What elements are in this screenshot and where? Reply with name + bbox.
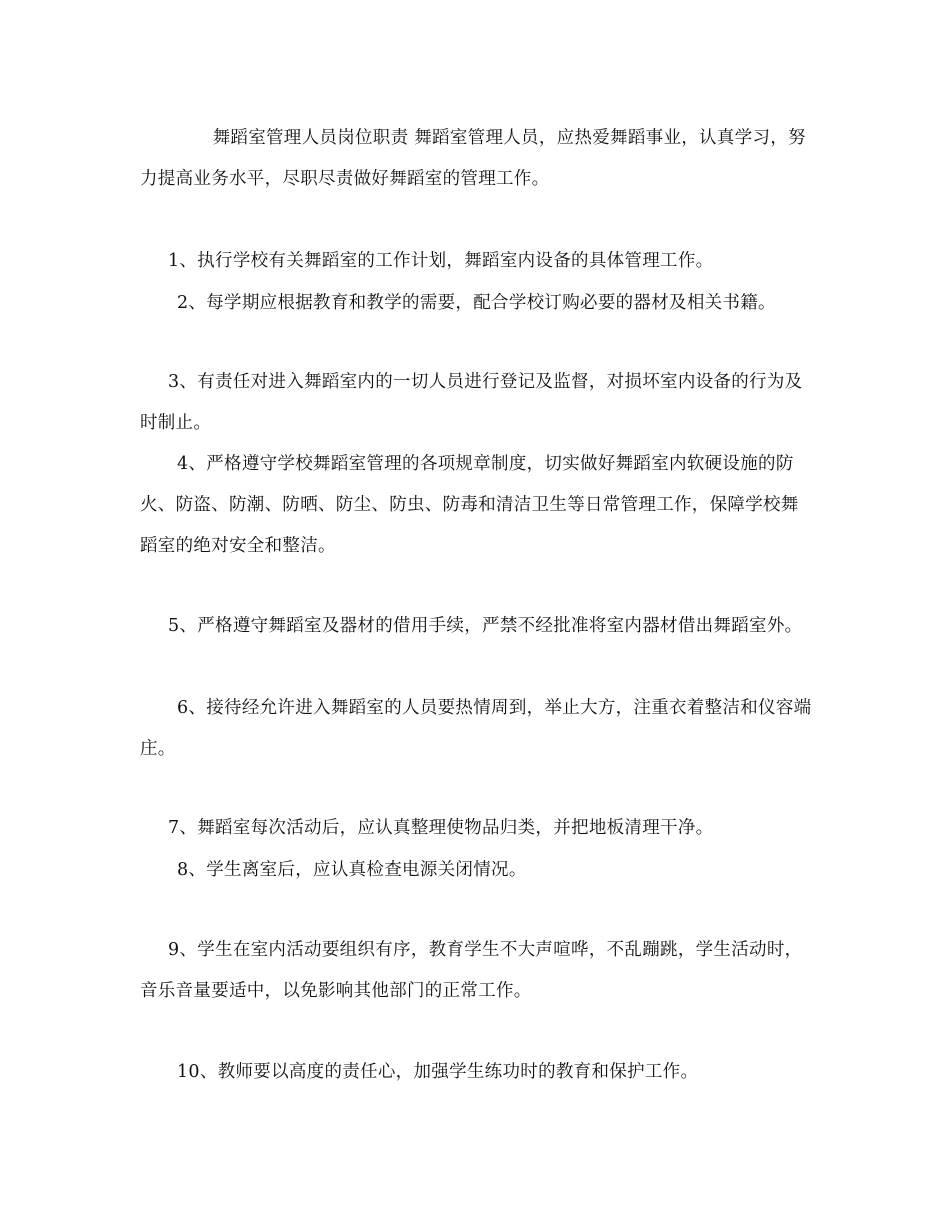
list-item-6: 6、接待经允许进入舞蹈室的人员要热情周到，举止大方，注重衣着整洁和仪容端庄。 — [140, 698, 812, 759]
list-item-2: 2、每学期应根据教育和教学的需要，配合学校订购必要的器材及相关书籍。 — [177, 293, 776, 313]
list-item-7: 7、舞蹈室每次活动后，应认真整理使物品归类，并把地板清理干净。 — [168, 818, 714, 838]
list-item-5: 5、严格遵守舞蹈室及器材的借用手续，严禁不经批准将室内器材借出舞蹈室外。 — [168, 616, 803, 636]
list-item-3: 3、有责任对进入舞蹈室内的一切人员进行登记及监督，对损坏室内设备的行为及时制止。 — [140, 372, 803, 433]
list-item-9: 9、学生在室内活动要组织有序，教育学生不大声喧哗，不乱蹦跳，学生活动时，音乐音量要适中，以免影响其他部门的正常工作。 — [140, 940, 803, 1001]
list-item-10: 10、教师要以高度的责任心，加强学生练功时的教育和保护工作。 — [177, 1062, 699, 1082]
list-item-1: 1、执行学校有关舞蹈室的工作计划，舞蹈室内设备的具体管理工作。 — [168, 251, 714, 271]
intro-paragraph: 舞蹈室管理人员岗位职责 舞蹈室管理人员，应热爱舞蹈事业，认真学习，努力提高业务水平，尽职尽责做好舞蹈室的管理工作。 — [140, 128, 806, 189]
list-item-4: 4、严格遵守学校舞蹈室管理的各项规章制度，切实做好舞蹈室内软硬设施的防火、防盗、防潮、防晒、防尘、防虫、防毒和清洁卫生等日常管理工作，保障学校舞蹈室的绝对安全和整洁。 — [140, 454, 799, 556]
list-item-8: 8、学生离室后，应认真检查电源关闭情况。 — [177, 860, 527, 880]
